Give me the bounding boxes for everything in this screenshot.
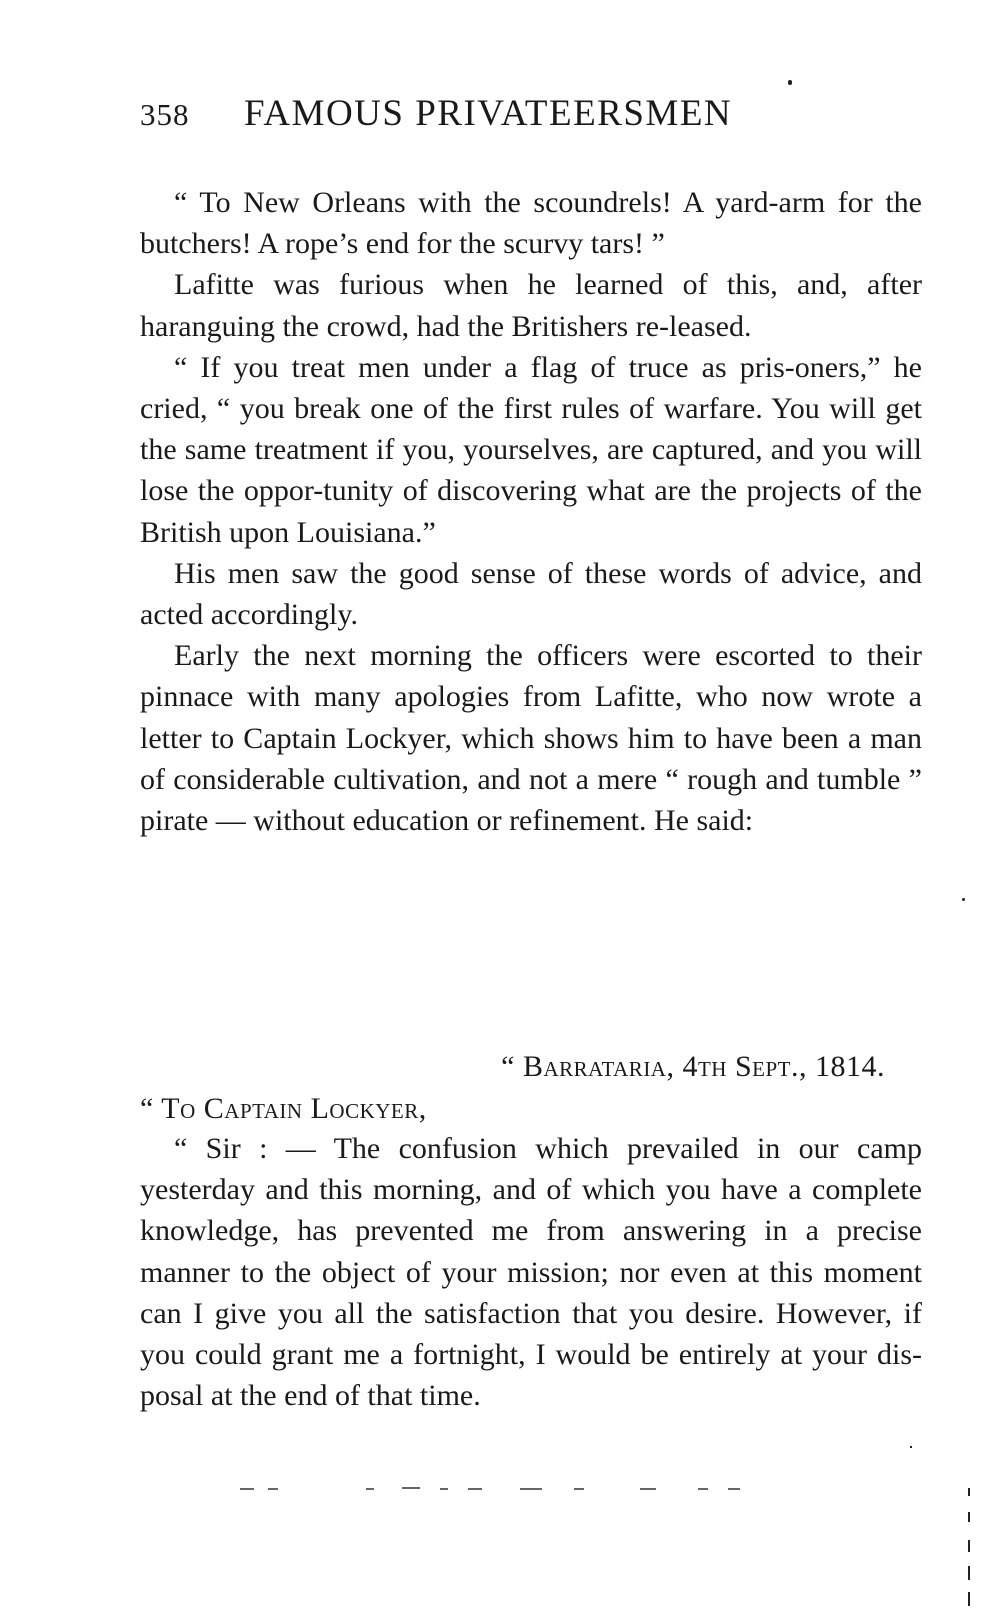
letter-dateline: “ Barrataria, 4th Sept., 1814.: [501, 1050, 885, 1083]
scan-edge: [968, 1566, 970, 1580]
next-line-fragment: [240, 1488, 254, 1490]
next-line-fragment: [640, 1488, 656, 1490]
next-line-fragment: [366, 1488, 374, 1490]
letter-salutation: “ To Captain Lockyer,: [140, 1092, 427, 1125]
page-number: 358: [140, 97, 190, 132]
paragraph: Lafitte was furious when he learned of this, and, after haranguing the crowd, had the Britishers re-leased.: [140, 268, 922, 343]
scan-edge: [968, 1592, 970, 1606]
scan-speck: [788, 80, 792, 85]
scan-edge: [968, 1512, 970, 1522]
next-line-fragment: [268, 1488, 278, 1490]
scan-speck: [962, 898, 965, 901]
scan-edge: [968, 1540, 970, 1552]
page-header: [140, 92, 940, 144]
scan-speck: [910, 1446, 912, 1448]
next-line-fragment: [440, 1488, 448, 1490]
body-text: [140, 182, 922, 841]
running-title: FAMOUS PRIVATEERSMEN: [244, 93, 733, 134]
next-line-fragment: [728, 1488, 740, 1490]
next-line-fragment: [402, 1487, 420, 1489]
next-line-fragment: [574, 1488, 584, 1490]
paragraph: His men saw the good sense of these words of advice, and acted accordingly.: [140, 556, 922, 632]
scan-edge: [968, 1488, 970, 1496]
next-line-fragment: [520, 1488, 542, 1490]
letter-body: [140, 1128, 922, 1416]
paragraph: “ To New Orleans with the scoundrels! A yard-arm for the butchers! A rope’s end for the scurvy tars! ”: [140, 186, 922, 261]
paragraph: Early the next morning the officers were escorted to their pinnace with many apologies from Lafitte, who now wrote a letter to Captain Lockyer, which shows him to have been a man of considerable cultivation, and not a mere “ rough and tumble ” pirate — without education or refinement. He said:: [140, 639, 922, 838]
letter-paragraph: “ Sir : — The confusion which prevailed in our camp yesterday and this morning, and of which you have a complete knowledge, has prevented me from answering in a precise manner to the object of your mission; nor even at this moment can I give you all the satisfaction that you desire. However, if you could grant me a fortnight, I would be entirely at your dis-posal at the end of that time.: [140, 1132, 922, 1413]
next-line-fragment: [698, 1488, 708, 1490]
next-line-fragment: [468, 1488, 482, 1490]
paragraph: “ If you treat men under a flag of truce as pris-oners,” he cried, “ you break one of the first rules of warfare. You will get the same treatment if you, yourselves, are captured, and you will lose the oppor-tunity of discovering what are the projects of the British upon Louisiana.”: [140, 350, 922, 549]
